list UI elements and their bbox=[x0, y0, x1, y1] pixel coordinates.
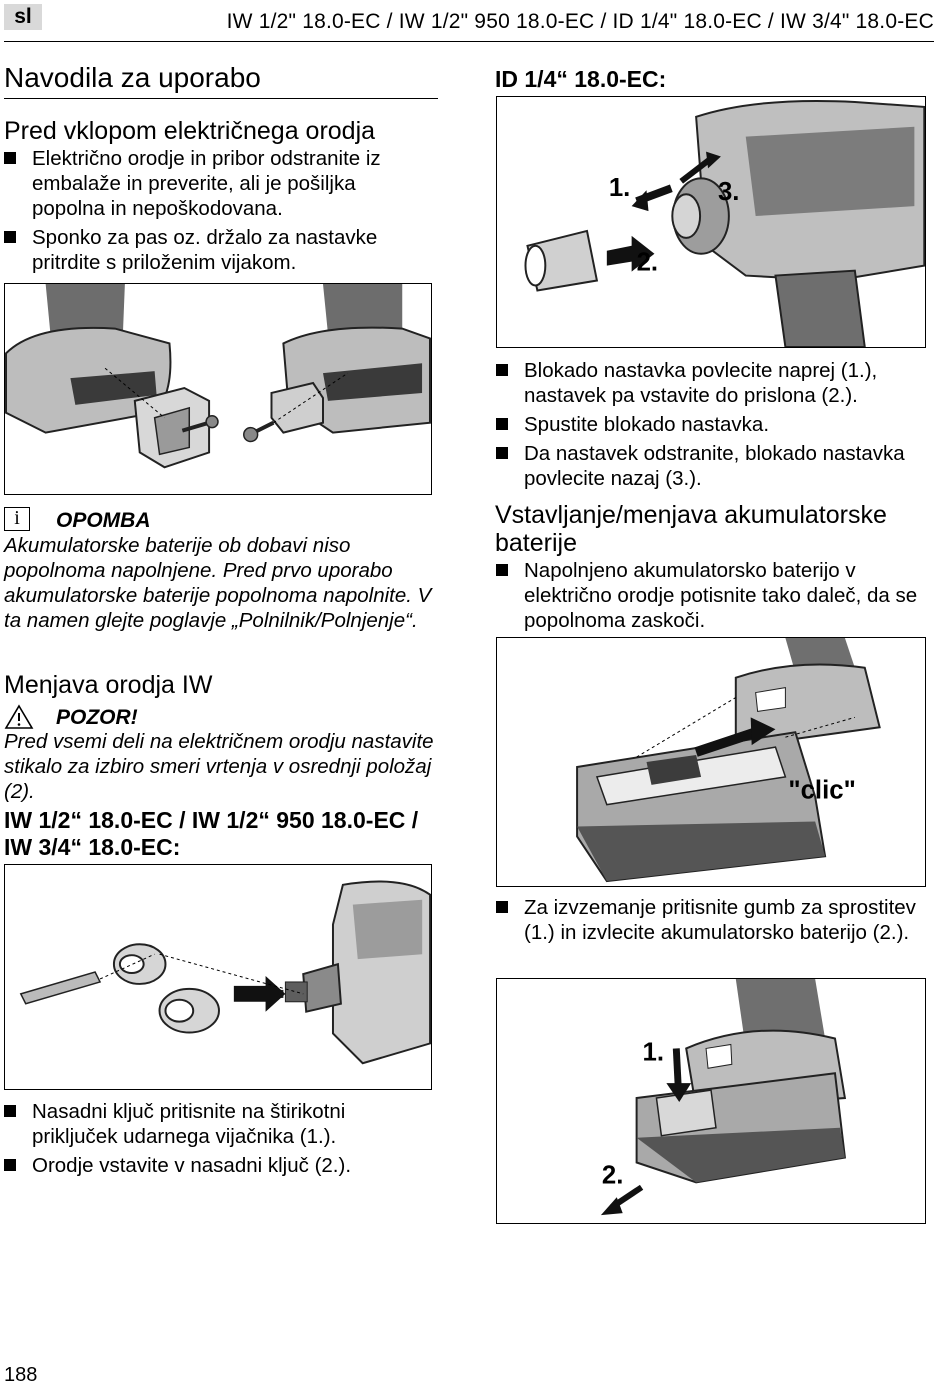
battery-remove-illustration bbox=[497, 979, 925, 1223]
bullet-list-battery-insert bbox=[496, 558, 932, 637]
models-heading-iw: IW 1/2“ 18.0-EC / IW 1/2“ 950 18.0-EC / IW 3/4“ 18.0-EC: bbox=[4, 807, 419, 860]
fig-label-1: 1. bbox=[608, 174, 631, 203]
figure-socket-change bbox=[4, 864, 432, 1090]
list-item: Napolnjeno akumulatorsko baterijo v električno orodje potisnite tako daleč, da se popolnoma zaskoči. bbox=[496, 558, 932, 633]
figure-belt-clip bbox=[4, 283, 432, 495]
fig-label-2: 2. bbox=[636, 248, 659, 277]
section-heading-before-start: Pred vklopom električnega orodja bbox=[4, 117, 376, 145]
language-tag: sl bbox=[4, 4, 42, 30]
fig-label-3: 3. bbox=[717, 178, 740, 207]
header-models: IW 1/2" 18.0-EC / IW 1/2" 950 18.0-EC / ID 1/4" 18.0-EC / IW 3/4" 18.0-EC bbox=[226, 10, 934, 33]
list-item: Orodje vstavite v nasadni ključ (2.). bbox=[4, 1153, 434, 1178]
bullet-list-tool-change bbox=[4, 1099, 434, 1182]
caution-title: POZOR! bbox=[56, 706, 138, 729]
info-icon: i bbox=[4, 507, 30, 531]
belt-clip-illustration bbox=[5, 284, 431, 494]
list-item: Da nastavek odstranite, blokado nastavka povlecite nazaj (3.). bbox=[496, 441, 932, 491]
section-heading-battery: Vstavljanje/menjava akumulatorske baterije bbox=[495, 501, 887, 557]
models-heading-id: ID 1/4“ 18.0-EC: bbox=[495, 66, 667, 92]
fig-remove-label-2: 2. bbox=[601, 1161, 624, 1190]
list-item: Za izvzemanje pritisnite gumb za sprostitev (1.) in izvlecite akumulatorsko baterijo (2.). bbox=[496, 895, 932, 945]
header-rule bbox=[4, 41, 934, 42]
note-title: OPOMBA bbox=[56, 509, 151, 532]
battery-insert-illustration bbox=[497, 638, 925, 886]
socket-illustration bbox=[5, 865, 431, 1089]
bit-holder-illustration bbox=[497, 97, 925, 347]
bullet-list-before-start bbox=[4, 146, 434, 279]
note-body: Akumulatorske baterije ob dobavi niso popolnoma napolnjene. Pred prvo uporabo akumulatorske baterije popolnoma napolnite. V ta namen glejte poglavje „Polnilnik/Polnjenje“. bbox=[4, 534, 432, 632]
list-item: Sponko za pas oz. držalo za nastavke pritrdite s priloženim vijakom. bbox=[4, 225, 434, 275]
figure-battery-remove bbox=[496, 978, 926, 1224]
figure-bit-holder bbox=[496, 96, 926, 348]
list-item: Nasadni ključ pritisnite na štirikotni priključek udarnega vijačnika (1.). bbox=[4, 1099, 434, 1149]
figure-battery-insert bbox=[496, 637, 926, 887]
list-item: Spustite blokado nastavka. bbox=[496, 412, 932, 437]
caution-body: Pred vsemi deli na električnem orodju nastavite stikalo za izbiro smeri vrtenja v osrednji položaj (2). bbox=[4, 730, 434, 803]
warning-icon bbox=[4, 704, 34, 730]
fig-remove-label-1: 1. bbox=[642, 1038, 665, 1067]
bullet-list-bit-holder bbox=[496, 358, 932, 495]
clic-label: "clic" bbox=[788, 776, 856, 805]
page-title: Navodila za uporabo bbox=[4, 62, 261, 93]
section-heading-tool-change: Menjava orodja IW bbox=[4, 671, 213, 699]
list-item: Električno orodje in pribor odstranite iz embalaže in preverite, ali je pošiljka popolna in nepoškodovana. bbox=[4, 146, 434, 221]
list-item: Blokado nastavka povlecite naprej (1.), nastavek pa vstavite do prislona (2.). bbox=[496, 358, 932, 408]
bullet-list-battery-remove bbox=[496, 895, 932, 949]
title-rule bbox=[4, 98, 438, 99]
page-number: 188 bbox=[4, 1364, 38, 1386]
